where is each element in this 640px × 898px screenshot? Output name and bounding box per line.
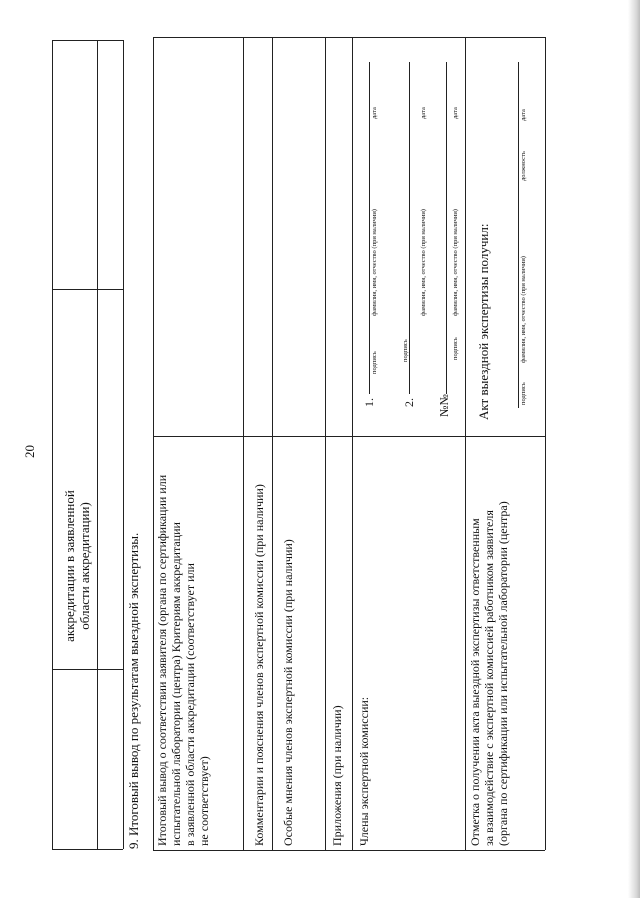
members-label: Члены экспертной комиссии: xyxy=(357,696,371,846)
member-3-number: №№ xyxy=(437,394,451,417)
member-2-date-caption: дата xyxy=(420,107,427,119)
member-2-name-caption: фамилия, имя, отчество (при наличии) xyxy=(420,209,427,316)
scan-edge-shadow xyxy=(628,0,640,898)
conclusion-table-line xyxy=(352,37,353,850)
receipt-position-caption: должность xyxy=(520,151,527,181)
receipt-date-caption: дата xyxy=(520,109,527,121)
conclusion-table-line xyxy=(243,37,244,850)
conclusion-table-line xyxy=(153,850,545,851)
receipt-signature-line xyxy=(518,62,519,408)
top-table-line xyxy=(52,669,123,670)
conclusion-table-line xyxy=(153,37,154,850)
receipt-label: Отметка о получении акта выездной экспертизы ответственным за взаимодействие с экспертной комиссией работником заявителя (органа по сертификации или испытательной лаборатории (центра) xyxy=(468,501,510,846)
top-table-line xyxy=(52,849,123,850)
appendices-label: Приложения (при наличии) xyxy=(330,705,344,846)
member-1-date-caption: дата xyxy=(371,107,378,119)
top-table-line xyxy=(123,40,124,849)
member-2-number: 2. xyxy=(402,398,416,407)
conclusion-table-line xyxy=(272,37,273,850)
member-1-sign-caption: подпись xyxy=(371,351,378,374)
special-opinions-label: Особые мнения членов экспертной комиссии (при наличии) xyxy=(281,539,295,846)
member-1-name-caption: фамилия, имя, отчество (при наличии) xyxy=(371,209,378,316)
member-3-signature-line xyxy=(446,62,447,394)
member-1-number: 1. xyxy=(362,398,376,407)
top-table-row-header: аккредитации в заявленной области аккредитации) xyxy=(62,490,92,642)
member-2-sign-caption: подпись xyxy=(402,339,409,362)
conclusion-table-line xyxy=(153,436,545,437)
top-table-line xyxy=(52,40,123,41)
conclusion-table-line xyxy=(465,37,466,850)
receipt-name-caption: фамилия, имя, отчество (при наличии) xyxy=(520,256,527,363)
member-3-name-caption: фамилия, имя, отчество (при наличии) xyxy=(452,209,459,316)
receipt-sign-caption: подпись xyxy=(520,382,527,405)
top-table-line xyxy=(52,40,53,849)
member-1-signature-line xyxy=(369,62,370,394)
top-table-line xyxy=(97,40,98,849)
comments-label: Комментарии и пояснения членов экспертной комиссии (при наличии) xyxy=(252,484,266,846)
member-3-date-caption: дата xyxy=(452,107,459,119)
conclusion-table-line xyxy=(325,37,326,850)
receipt-text: Акт выездной экспертизы получил: xyxy=(476,223,491,420)
conclusion-table-line xyxy=(545,37,546,850)
conclusion-label: Итоговый вывод о соответствии заявителя (органа по сертификации или испытательной лаборатории (центра) Критериям аккредитации в заявленной области аккредитации (соответствует или не соответствует) xyxy=(155,474,211,846)
section-title: 9. Итоговый вывод по результатам выездной экспертизы. xyxy=(126,532,141,849)
top-table-line xyxy=(52,289,123,290)
member-3-sign-caption: подпись xyxy=(452,337,459,360)
conclusion-table-line xyxy=(153,37,545,38)
page-number: 20 xyxy=(22,445,37,458)
